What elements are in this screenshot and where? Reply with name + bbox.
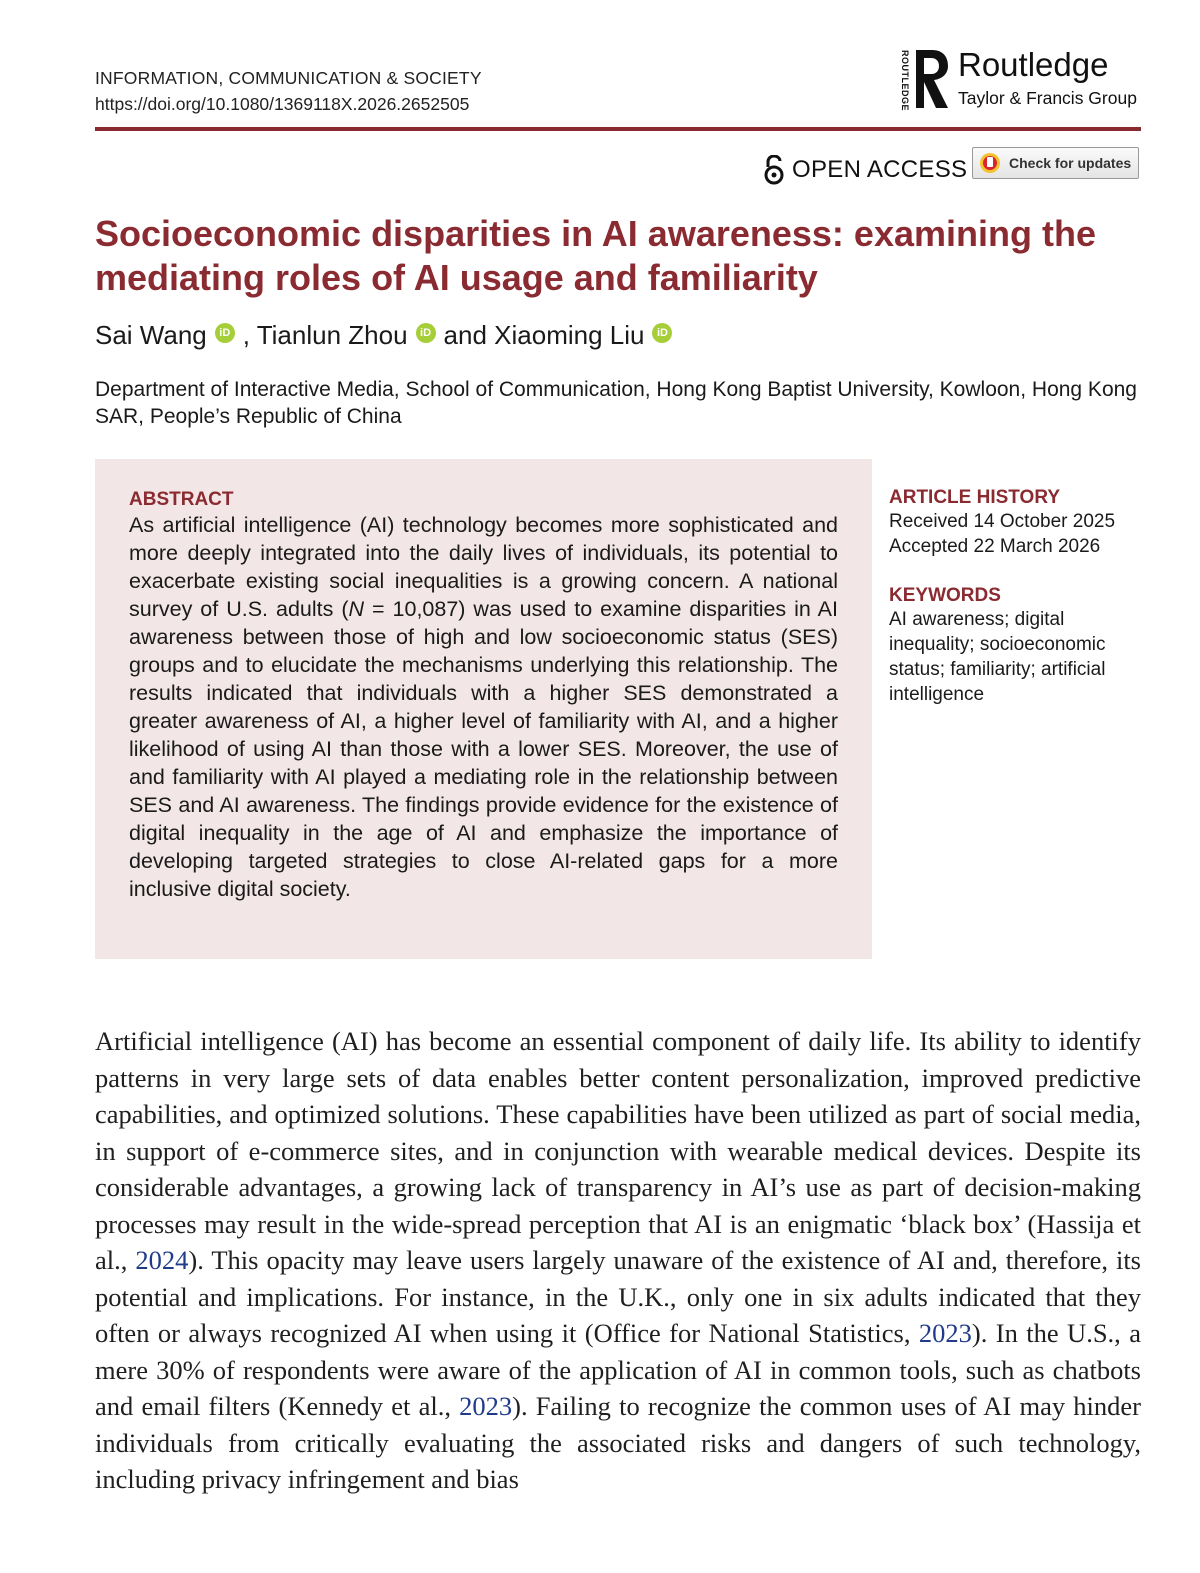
publisher-vertical-label: ROUTLEDGE	[900, 50, 910, 112]
routledge-logo-icon	[912, 46, 950, 112]
accepted-date: Accepted 22 March 2026	[889, 536, 1101, 557]
article-title: Socioeconomic disparities in AI awareness: examining the mediating roles of AI usage and familiarity	[95, 213, 1096, 298]
publisher-group: Taylor & Francis Group	[958, 88, 1137, 108]
orcid-icon[interactable]: iD	[652, 323, 672, 343]
open-access-badge	[762, 153, 967, 187]
abstract-heading: ABSTRACT	[129, 489, 234, 510]
citation-link[interactable]: 2023	[918, 1318, 972, 1348]
publisher-name: Routledge	[958, 46, 1109, 83]
article-history-heading: ARTICLE HISTORY	[889, 487, 1061, 508]
check-updates-label: Check for updates	[1009, 155, 1132, 171]
check-updates-icon	[979, 152, 1001, 174]
keywords-list: AI awareness; digital inequality; socioeconomic status; familiarity; artificial intelligence	[889, 609, 1106, 705]
open-access-lock-icon	[762, 155, 786, 185]
author-name[interactable]: , Tianlun Zhou	[242, 320, 408, 350]
orcid-icon[interactable]: iD	[416, 323, 436, 343]
orcid-icon[interactable]: iD	[215, 323, 235, 343]
citation-link[interactable]: 2023	[459, 1391, 513, 1421]
author-list	[95, 320, 680, 351]
received-date: Received 14 October 2025	[889, 511, 1116, 532]
publisher-logo[interactable]	[898, 44, 1148, 114]
author-affiliation: Department of Interactive Media, School of Communication, Hong Kong Baptist University, Kowloon, Hong Kong SAR, People’s Republic of China	[95, 378, 1137, 428]
article-sidebar	[889, 487, 1149, 707]
body-paragraph: Artificial intelligence (AI) has become an essential component of daily life. Its ability to identify patterns in very large sets of data enables better content personalization, improved predictive capabilities, and optimized solutions. These capabilities have been utilized as part of social media, in support of e-commerce sites, and in conjunction with wearable medical devices. Despite its considerable advantages, a growing lack of transparency in AI’s use as part of decision-making processes may result in the wide-spread perception that AI is an enigmatic ‘black box’ (Hassija et al., 2024). This opacity may leave users largely unaware of the existence of AI and, therefore, its potential and implications. For instance, in the U.K., only one in six adults indicated that they often or always recognized AI when using it (Office for National Statistics, 2023). In the U.S., a mere 30% of respondents were aware of the application of AI in common tools, such as chatbots and email filters (Kennedy et al., 2023). Failing to recognize the common uses of AI may hinder individuals from critically evaluating the associated risks and dangers of such technology, including privacy infringement and bias	[95, 1026, 1141, 1494]
abstract-box	[95, 459, 872, 959]
citation-link[interactable]: 2024	[135, 1245, 189, 1275]
author-name[interactable]: Sai Wang	[95, 320, 207, 350]
author-name[interactable]: and Xiaoming Liu	[443, 320, 645, 350]
check-updates-button[interactable]	[972, 147, 1139, 179]
journal-name: INFORMATION, COMMUNICATION & SOCIETY	[95, 68, 482, 88]
header-rule	[95, 127, 1141, 131]
open-access-label: OPEN ACCESS	[792, 156, 968, 183]
abstract-text: As artificial intelligence (AI) technology becomes more sophisticated and more deeply integrated into the daily lives of individuals, its potential to exacerbate existing social inequalities is a growing concern. A national survey of U.S. adults (N = 10,087) was used to examine disparities in AI awareness between those of high and low socioeconomic status (SES) groups and to elucidate the mechanisms underlying this relationship. The results indicated that individuals with a higher SES demonstrated a greater awareness of AI, a higher level of familiarity with AI, and a higher likelihood of using AI than those with a lower SES. Moreover, the use of and familiarity with AI played a mediating role in the relationship between SES and AI awareness. The findings provide evidence for the existence of digital inequality in the age of AI and emphasize the importance of developing targeted strategies to close AI-related gaps for a more inclusive digital society.	[129, 513, 838, 901]
doi-link[interactable]: https://doi.org/10.1080/1369118X.2026.2652505	[95, 94, 470, 114]
keywords-heading: KEYWORDS	[889, 585, 1001, 606]
